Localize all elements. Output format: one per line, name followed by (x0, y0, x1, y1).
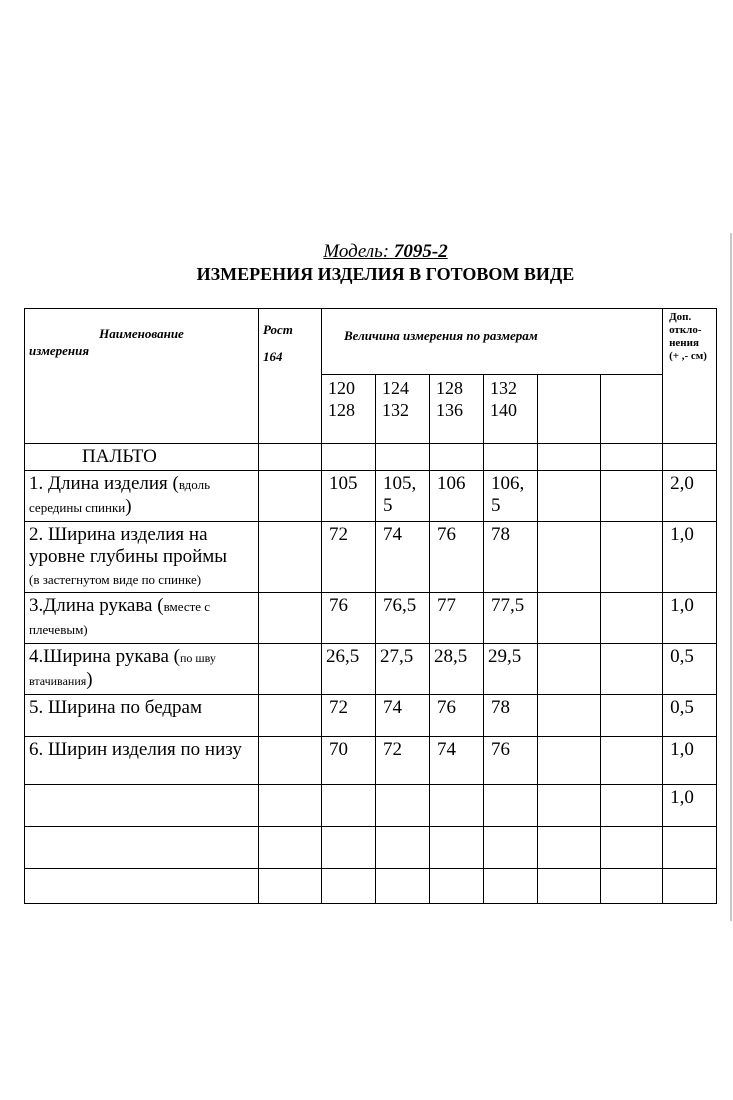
value-cell: 106 (430, 471, 484, 522)
value-cell (601, 827, 663, 869)
table-row (25, 827, 717, 869)
header-height-label: Рост (263, 322, 293, 337)
value-cell: 29,5 (484, 644, 538, 695)
header-measurement-name (25, 309, 259, 444)
value-cell (601, 522, 663, 593)
value-cell: 72 (376, 737, 430, 785)
size-cell (601, 375, 663, 444)
value-cell (322, 827, 376, 869)
row-name: 1. Длина изделия (вдоль середины спинки) (25, 471, 259, 522)
value-cell (484, 827, 538, 869)
table-row (25, 785, 717, 827)
value-cell: 105, 5 (376, 471, 430, 522)
page-edge-line (730, 233, 732, 921)
row-name: 2. Ширина изделия на уровне глубины проймы (в застегнутом виде по спинке) (25, 522, 259, 593)
value-cell: 72 (322, 522, 376, 593)
value-cell: 28,5 (430, 644, 484, 695)
row-name (25, 785, 259, 827)
row-name: 6. Ширин изделия по низу (25, 737, 259, 785)
table-row (25, 522, 717, 593)
size-cell: 128 136 (430, 375, 484, 444)
value-cell (430, 869, 484, 904)
deviation-cell: 1,0 (663, 785, 717, 827)
value-cell (538, 695, 601, 737)
value-cell (601, 695, 663, 737)
value-cell (601, 644, 663, 695)
value-cell: 26,5 (322, 644, 376, 695)
table-row (25, 695, 717, 737)
model-label: Модель: (323, 241, 390, 262)
model-number: 7095-2 (393, 241, 448, 262)
table-row (25, 644, 717, 695)
value-cell (601, 593, 663, 644)
value-cell: 76 (484, 737, 538, 785)
value-cell: 76,5 (376, 593, 430, 644)
model-title (0, 241, 733, 263)
value-cell: 72 (322, 695, 376, 737)
value-cell (538, 593, 601, 644)
value-cell: 74 (376, 695, 430, 737)
header-name-line1: Наименование (99, 326, 184, 341)
value-cell: 74 (376, 522, 430, 593)
value-cell (376, 869, 430, 904)
value-cell (484, 785, 538, 827)
row-name: 3.Длина рукава (вместе с плечевым) (25, 593, 259, 644)
deviation-cell: 0,5 (663, 644, 717, 695)
value-cell: 70 (322, 737, 376, 785)
value-cell (538, 785, 601, 827)
value-cell (538, 869, 601, 904)
value-cell (484, 869, 538, 904)
header-row (25, 309, 717, 375)
value-cell (601, 869, 663, 904)
deviation-cell: 1,0 (663, 593, 717, 644)
size-cell: 132 140 (484, 375, 538, 444)
deviation-cell (663, 869, 717, 904)
document-title: ИЗМЕРЕНИЯ ИЗДЕЛИЯ В ГОТОВОМ ВИДЕ (196, 264, 575, 284)
value-cell (538, 827, 601, 869)
deviation-cell: 2,0 (663, 471, 717, 522)
value-cell: 27,5 (376, 644, 430, 695)
size-cell: 120 128 (322, 375, 376, 444)
section-title: ПАЛЬТО (25, 444, 259, 471)
deviation-cell: 1,0 (663, 737, 717, 785)
table-row (25, 593, 717, 644)
table-row (25, 471, 717, 522)
deviation-cell: 1,0 (663, 522, 717, 593)
value-cell (322, 785, 376, 827)
header-sizes: Величина измерения по размерам (322, 309, 663, 375)
value-cell: 76 (430, 522, 484, 593)
row-name: 4.Ширина рукава (по шву втачивания) (25, 644, 259, 695)
value-cell (538, 737, 601, 785)
value-cell (322, 869, 376, 904)
deviation-cell: 0,5 (663, 695, 717, 737)
value-cell: 77 (430, 593, 484, 644)
measurements-table (24, 308, 717, 904)
value-cell (430, 827, 484, 869)
value-cell (538, 471, 601, 522)
value-cell (601, 737, 663, 785)
table-row (25, 869, 717, 904)
value-cell: 106, 5 (484, 471, 538, 522)
size-cell (538, 375, 601, 444)
value-cell (538, 644, 601, 695)
size-cell: 124 132 (376, 375, 430, 444)
header-height (259, 309, 322, 444)
header-height-value: 164 (263, 349, 283, 364)
value-cell (430, 785, 484, 827)
header-name-line2: измерения (29, 343, 90, 358)
value-cell: 76 (322, 593, 376, 644)
row-name (25, 827, 259, 869)
deviation-cell (663, 827, 717, 869)
row-name: 5. Ширина по бедрам (25, 695, 259, 737)
value-cell: 77,5 (484, 593, 538, 644)
header-deviation: Доп. откло- нения (+ ,- см) (663, 309, 717, 444)
table-row (25, 737, 717, 785)
value-cell: 105 (322, 471, 376, 522)
value-cell (538, 522, 601, 593)
value-cell (376, 827, 430, 869)
value-cell (601, 785, 663, 827)
value-cell (601, 471, 663, 522)
value-cell: 78 (484, 695, 538, 737)
value-cell: 74 (430, 737, 484, 785)
section-row (25, 444, 717, 471)
value-cell (376, 785, 430, 827)
value-cell: 76 (430, 695, 484, 737)
row-name (25, 869, 259, 904)
value-cell: 78 (484, 522, 538, 593)
